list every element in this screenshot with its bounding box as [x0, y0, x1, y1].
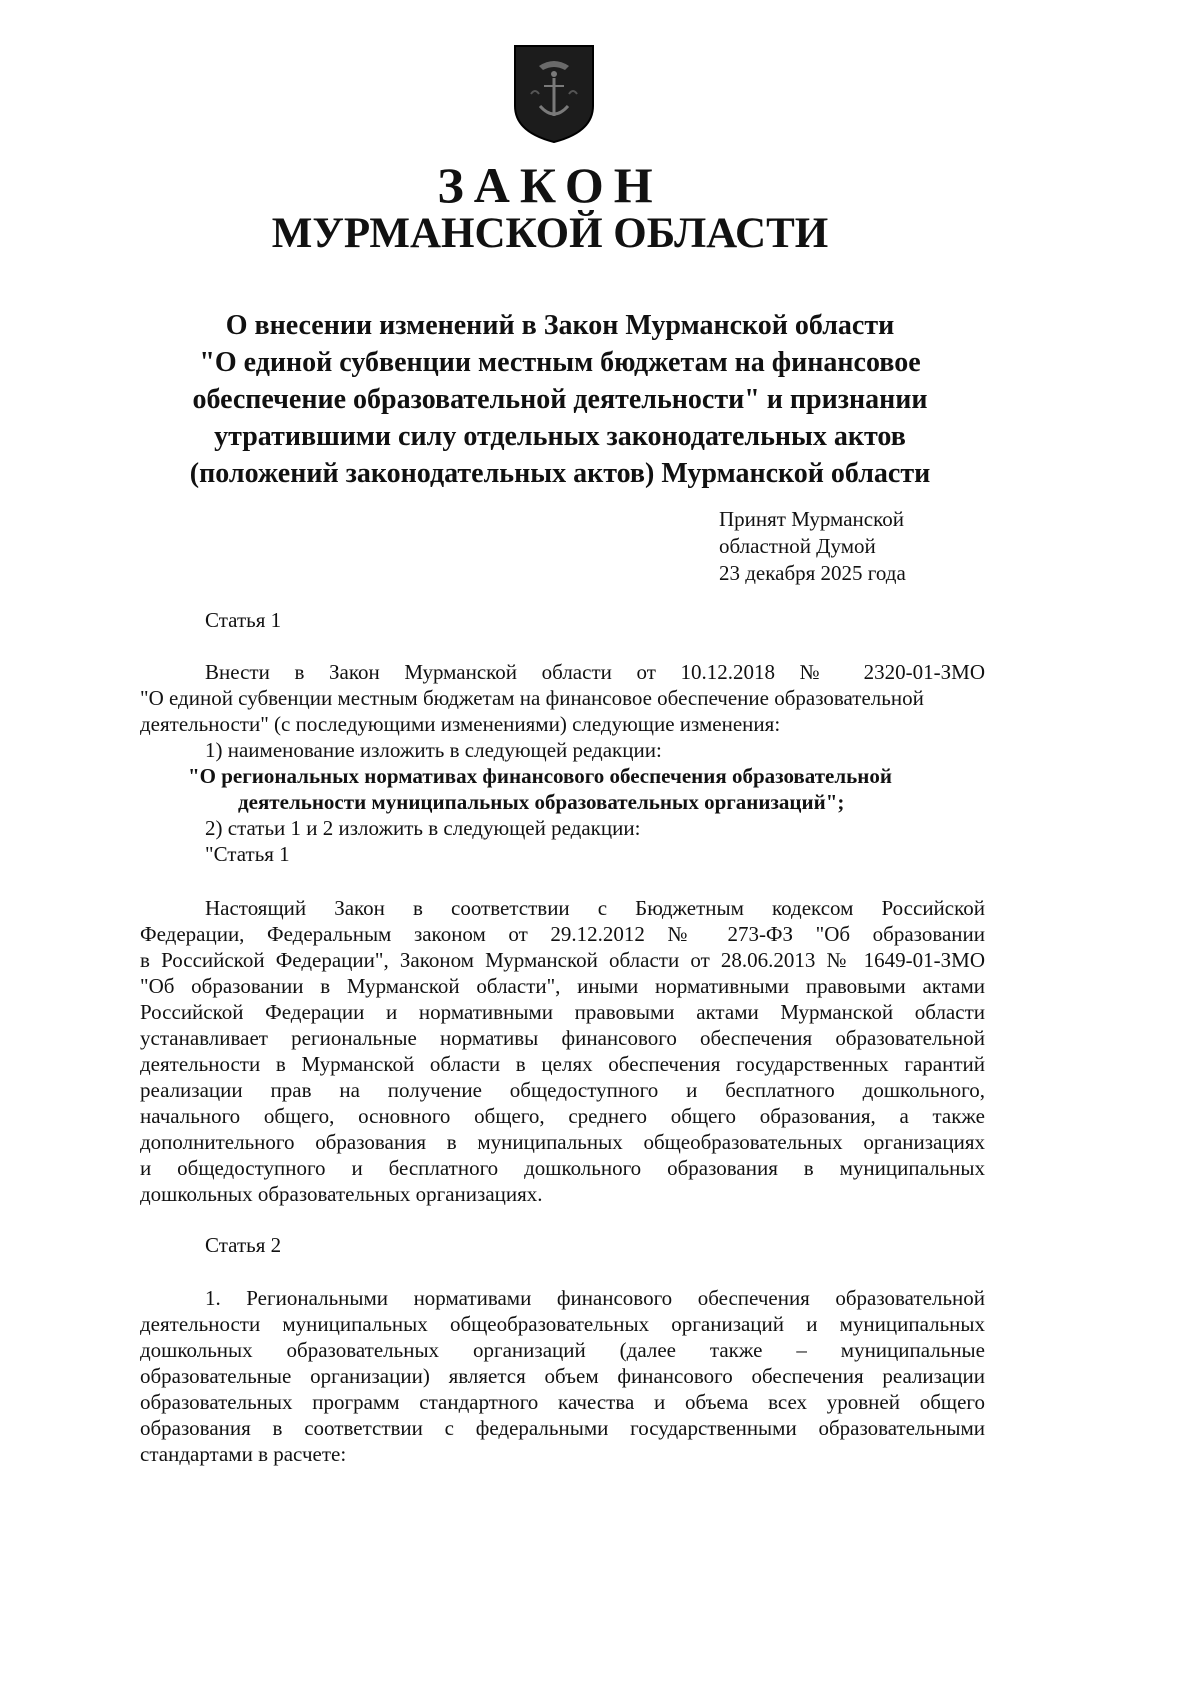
law-subject-title: [120, 307, 1000, 492]
paragraph-line: образовательные организации) является объем финансового обеспечения реализации: [140, 1364, 985, 1388]
paragraph-line: дополнительного образования в муниципальных общеобразовательных организациях: [140, 1130, 985, 1154]
murmansk-coat-of-arms-icon: [513, 44, 595, 144]
paragraph-line: стандартами в расчете:: [140, 1442, 347, 1466]
paragraph-line: "О единой субвенции местным бюджетам на финансовое обеспечение образовательной: [140, 686, 924, 710]
adoption-line: Принят Мурманской: [719, 507, 904, 531]
paragraph-line: Внести в Закон Мурманской области от 10.12.2018 № 2320-01-ЗМО: [205, 660, 985, 684]
paragraph-line: "Об образовании в Мурманской области", иными нормативными правовыми актами: [140, 974, 985, 998]
paragraph-line: дошкольных образовательных организациях.: [140, 1182, 543, 1206]
paragraph-line: деятельности в Мурманской области в целях обеспечения государственных гарантий: [140, 1052, 985, 1076]
paragraph-line: реализации прав на получение общедоступного и бесплатного дошкольного,: [140, 1078, 985, 1102]
paragraph-line: Федерации, Федеральным законом от 29.12.2012 № 273-ФЗ "Об образовании: [140, 922, 985, 946]
quoted-article-heading: "Статья 1: [205, 842, 290, 866]
amendment-item: 1) наименование изложить в следующей редакции:: [205, 738, 662, 762]
paragraph-line: образования в соответствии с федеральными государственными образовательными: [140, 1416, 985, 1440]
adoption-note: [719, 506, 906, 587]
paragraph-line: 1. Региональными нормативами финансового обеспечения образовательной: [205, 1286, 985, 1310]
subject-line: "О единой субвенции местным бюджетам на финансовое: [199, 347, 921, 378]
adoption-line: областной Думой: [719, 534, 876, 558]
amendment-item: 2) статьи 1 и 2 изложить в следующей редакции:: [205, 816, 641, 840]
paragraph-line: и общедоступного и бесплатного дошкольного образования в муниципальных: [140, 1156, 985, 1180]
region-title: МУРМАНСКОЙ ОБЛАСТИ: [271, 210, 829, 257]
paragraph-line: в Российской Федерации", Законом Мурманской области от 28.06.2013 № 1649-01-ЗМО: [140, 948, 985, 972]
paragraph-line: деятельности" (с последующими изменениями) следующие изменения:: [140, 712, 781, 736]
article-1-heading: Статья 1: [205, 608, 282, 632]
subject-line: обеспечение образовательной деятельности" и признании: [192, 384, 928, 415]
subject-line: (положений законодательных актов) Мурманской области: [189, 458, 931, 489]
adoption-date: 23 декабря 2025 года: [719, 561, 906, 585]
paragraph-line: устанавливает региональные нормативы финансового обеспечения образовательной: [140, 1026, 985, 1050]
article-2-heading: Статья 2: [205, 1233, 282, 1257]
law-title: ЗАКОН: [437, 157, 663, 213]
new-title-line: "О региональных нормативах финансового обеспечения образовательной: [188, 764, 892, 788]
new-title-line: деятельности муниципальных образовательных организаций";: [238, 790, 845, 814]
subject-line: О внесении изменений в Закон Мурманской области: [225, 310, 895, 341]
paragraph-line: начального общего, основного общего, среднего общего образования, а также: [140, 1104, 985, 1128]
subject-line: утратившими силу отдельных законодательных актов: [214, 421, 906, 452]
paragraph-line: деятельности муниципальных общеобразовательных организаций и муниципальных: [140, 1312, 985, 1336]
paragraph-line: образовательных программ стандартного качества и объема всех уровней общего: [140, 1390, 985, 1414]
paragraph-line: Российской Федерации и нормативными правовыми актами Мурманской области: [140, 1000, 985, 1024]
paragraph-line: Настоящий Закон в соответствии с Бюджетным кодексом Российской: [205, 896, 985, 920]
paragraph-line: дошкольных образовательных организаций (далее также – муниципальные: [140, 1338, 985, 1362]
